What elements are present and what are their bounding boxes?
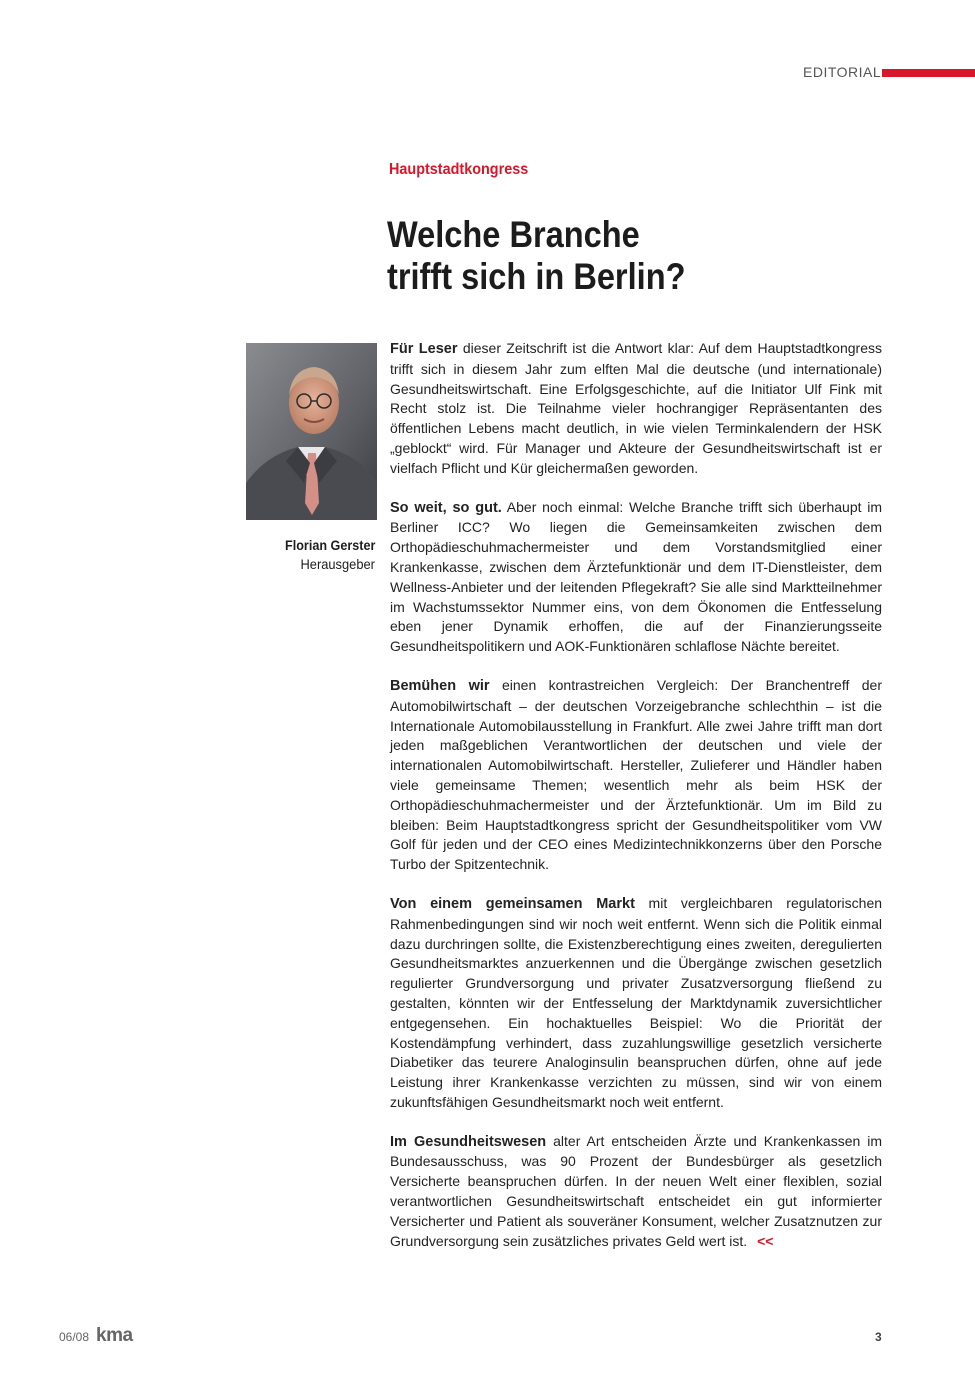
footer-issue: 06/08 xyxy=(59,1330,90,1344)
paragraph-lead: Bemühen wir xyxy=(390,677,490,694)
author-name: Florian Gerster xyxy=(284,537,375,553)
footer-logo: kma xyxy=(96,1325,133,1346)
paragraph xyxy=(390,894,882,1113)
paragraph-text: alter Art entscheiden Ärzte und Krankenkassen im Bundesausschuss, was 90 Prozent der Bundesbürger als gesetzlich Versicherte beanspruchen dürfen. In der neuen Welt einer flexiblen, sozial verantwortlichen Gesundheitswirtschaft entscheidet ein gut informierter Versicherter und Patient als souveräner Konsument, welcher Zusatznutzen zur Grundversorgung sein zusätzliches privates Geld wert ist. xyxy=(390,1132,882,1249)
section-label: EDITORIAL xyxy=(803,64,882,80)
end-mark: << xyxy=(757,1232,774,1249)
paragraph-lead: Im Gesundheitswesen xyxy=(390,1133,547,1150)
paragraph xyxy=(390,498,882,657)
paragraph-text: dieser Zeitschrift ist die Antwort klar: Auf dem Hauptstadtkongress trifft sich in diesem Jahr zum elften Mal die deutsche (und internationale) Gesundheitswirtschaft. Eine Erfolgsgeschichte, auf die Initiator Ulf Fink mit Recht stolz ist. Die Teilnahme vieler hochrangiger Repräsentanten des öffentlichen Lebens macht deutlich, in wie vielen Terminkalendern der HSK „geblockt“ wird. Für Manager und Akteure der Gesundheitswirtschaft ist er vielfach Pflicht und Kür gleichermaßen geworden. xyxy=(390,340,882,476)
paragraph-lead: Für Leser xyxy=(390,341,458,357)
headline-line-1: Welche Branche xyxy=(387,214,640,255)
section-accent-bar xyxy=(882,69,975,77)
paragraph-lead: Von einem gemeinsamen Markt xyxy=(390,895,635,912)
paragraph xyxy=(390,676,882,875)
headline-line-2: trifft sich in Berlin? xyxy=(387,256,686,297)
paragraph xyxy=(390,339,882,479)
paragraph-lead: So weit, so gut. xyxy=(390,499,502,516)
paragraph-text: einen kontrastreichen Vergleich: Der Branchentreff der Automobilwirtschaft – der deutschen Vorzeigebranche schlechthin – ist die Internationale Automobilausstellung in Frankfurt. Alle zwei Jahre trifft man dort jeden maßgeblichen Verantwortlichen der deutschen und viele der internationalen Automobilwirtschaft. Hersteller, Zulieferer und Händler haben viele gemeinsame Themen; wesentlich mehr als beim HSK der Orthopädieschuhmachermeister und der Ärztefunktionär. Um im Bild zu bleiben: Beim Hauptstadtkongress spricht der Gesundheitspolitiker vom VW Golf für jeden und der CEO eines Medizintechnikkonzerns über den Porsche Turbo der Spitzentechnik. xyxy=(390,676,883,873)
author-photo xyxy=(246,343,377,520)
author-role: Herausgeber xyxy=(300,556,375,572)
page-number: 3 xyxy=(875,1330,882,1344)
headline xyxy=(387,214,845,298)
paragraph-text: mit vergleichbaren regulatorischen Rahmenbedingungen sind wir noch weit entfernt. Wenn sich die Politik einmal dazu durchringen sollte, die Existenzberechtigung eines zweiten, deregulierten Gesundheitsmarktes anzuerkennen und die Übergänge zwischen gesetzlich regulierter Grundversorgung und privater Zusatzversorgung fließend zu gestalten, könnten wir der Entfesselung der Marktdynamik zuversichtlicher entgegensehen. Ein hochaktuelles Beispiel: Wo die Priorität der Kostendämpfung verhindert, dass zuzahlungswillige gesetzlich versicherte Diabetiker das teurere Analoginsulin beanspruchen dürfen, ohne auf jede Leistung ihrer Krankenkasse verzichten zu müssen, sind wir von einem zukunftsfähigen Gesundheitsmarkt noch weit entfernt. xyxy=(390,894,883,1110)
paragraph-text: Aber noch einmal: Welche Branche trifft sich überhaupt im Berliner ICC? Wo liegen die Gemeinsamkeiten zwischen dem Orthopädieschuhmachermeister und dem Vorstandsmitglied einer Krankenkasse, zwischen dem Ärztefunktionär und dem IT-Dienstleister, dem Wellness-Anbieter und der leitenden Pflegekraft? Sie alle sind Marktteilnehmer im Wachstumssektor Nummer eins, von dem Ökonomen die Entfesselung eben jener Dynamik erhoffen, die auf der Finanzierungsseite Gesundheitspolitikern und AOK-Funktionären schlaflose Nächte bereitet. xyxy=(390,498,882,655)
paragraph xyxy=(390,1132,882,1252)
kicker: Hauptstadtkongress xyxy=(389,161,529,178)
article-body xyxy=(390,339,882,1270)
